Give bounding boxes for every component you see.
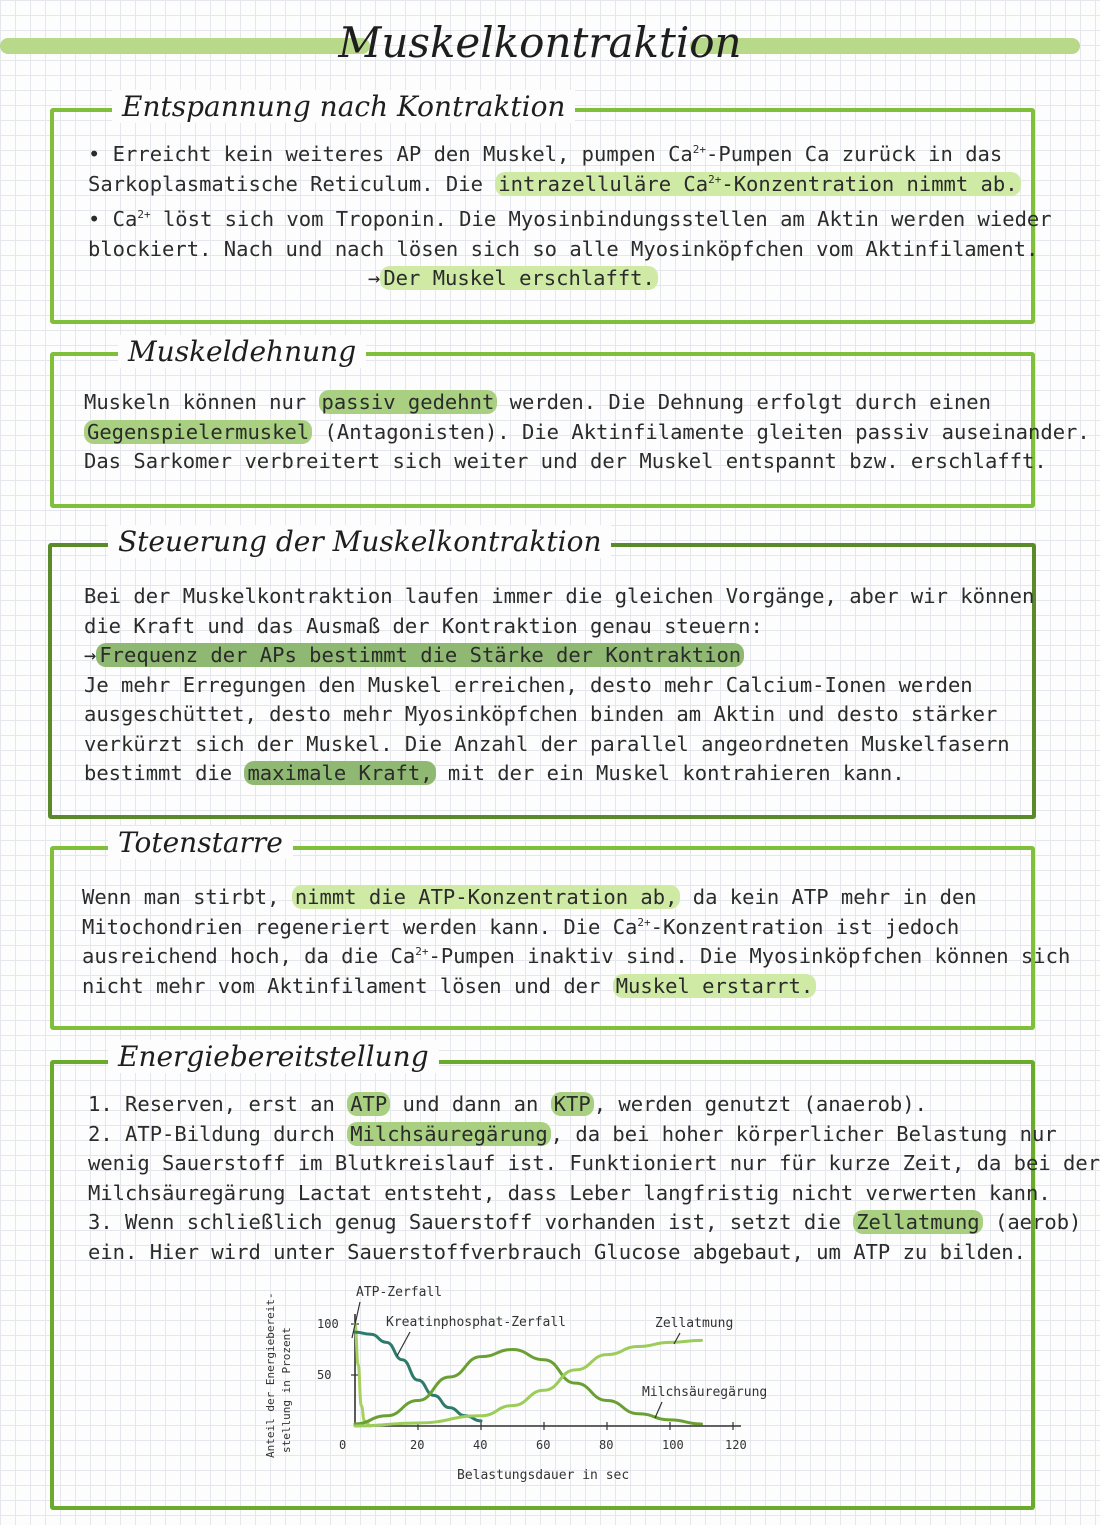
- s3-highlight-1: Frequenz der APs bestimmt die Stärke der Kontraktion: [96, 643, 744, 667]
- x-axis-label: Belastungsdauer in sec: [457, 1468, 630, 1483]
- s1-line3b: löst sich vom Troponin. Die Myosinbindungsstellen am Aktin werden wieder: [162, 207, 1052, 231]
- s5-line1b: und dann an: [390, 1092, 551, 1116]
- s5-line2b: , da bei hoher körperlicher Belastung nur: [550, 1121, 1057, 1146]
- pointer-ms: [655, 1402, 662, 1418]
- s5-highlight-zell: Zellatmung: [853, 1210, 982, 1234]
- x-tick-label: 20: [410, 1438, 425, 1452]
- section-muskeldehnung-heading: Muskeldehnung: [118, 335, 366, 368]
- arrow-icon: →: [84, 643, 97, 667]
- label-atp-zerfall: ATP-Zerfall: [356, 1285, 443, 1300]
- s1-line1: • Erreicht kein weiteres AP den Muskel, pumpen Ca: [88, 142, 693, 166]
- y-axis-label-2: stellung in Prozent: [280, 1327, 293, 1453]
- s3-line1: Bei der Muskelkontraktion laufen immer die gleichen Vorgänge, aber wir können: [84, 584, 1035, 608]
- s5-line4: Milchsäuregärung Lactat entsteht, dass Leber langfristig nicht verwerten kann.: [88, 1180, 1051, 1205]
- s1-line3: • Ca: [88, 207, 138, 231]
- s3-line5: ausgeschüttet, desto mehr Myosinköpfchen binden am Aktin und desto stärker: [84, 702, 998, 726]
- section-energie-heading: Energiebereitstellung: [108, 1040, 439, 1073]
- section-entspannung-heading: Entspannung nach Kontraktion: [112, 90, 575, 123]
- y-axis-label-1: Anteil der Energiebereit-: [264, 1292, 277, 1458]
- s3-line4: Je mehr Erregungen den Muskel erreichen, desto mehr Calcium-Ionen werden: [84, 672, 973, 697]
- label-kreatinphosphat: Kreatinphosphat-Zerfall: [386, 1315, 567, 1330]
- s4-line2: Mitochondrien regeneriert werden kann. Die Ca: [82, 914, 638, 939]
- section-steuerung-heading: Steuerung der Muskelkontraktion: [108, 525, 611, 558]
- s1-highlight-1: intrazelluläre $Ca^{2+}$-Konzentration nimmt ab.: [495, 172, 1020, 196]
- s5-line6: ein. Hier wird unter Sauerstoffverbrauch Glucose abgebaut, um ATP zu bilden.: [88, 1239, 1026, 1264]
- x-tick-label: 40: [473, 1438, 488, 1452]
- s2-highlight-2: Gegenspielermuskel: [84, 420, 312, 444]
- s2-line1: Muskeln können nur: [84, 390, 319, 414]
- label-zellatmung: Zellatmung: [655, 1316, 734, 1331]
- s5-line1: 1. Reserven, erst an: [88, 1092, 348, 1116]
- s4-line4: nicht mehr vom Aktinfilament lösen und der: [82, 973, 613, 998]
- s2-line3: Das Sarkomer verbreitert sich weiter und der Muskel entspannt bzw. erschlafft.: [84, 449, 1047, 473]
- s1-line4: blockiert. Nach und nach lösen sich so alle Myosinköpfchen vom Aktinfilament.: [88, 236, 1039, 261]
- s1-line2: Sarkoplasmatische Reticulum. Die: [88, 171, 496, 196]
- s1-sup1: 2+: [692, 143, 707, 157]
- s5-highlight-ktp: KTP: [551, 1092, 594, 1116]
- s3-line7: bestimmt die: [84, 761, 245, 785]
- s2-line1b: werden. Die Dehnung erfolgt durch einen: [497, 390, 991, 414]
- s3-highlight-2: maximale Kraft,: [244, 761, 435, 785]
- section-totenstarre-heading: Totenstarre: [108, 826, 293, 859]
- section-energie-text: [88, 1090, 1100, 1267]
- s5-line5: 3. Wenn schließlich genug Sauerstoff vorhanden ist, setzt die: [88, 1210, 854, 1234]
- s2-highlight-1: passiv gedehnt: [319, 390, 498, 414]
- y-tick-label: 100: [317, 1317, 339, 1331]
- section-muskeldehnung-text: [84, 388, 1090, 477]
- s5-line2: 2. ATP-Bildung durch: [88, 1121, 348, 1146]
- x-tick-label: 80: [599, 1438, 614, 1452]
- s2-line2: (Antagonisten). Die Aktinfilamente gleiten passiv auseinander.: [312, 419, 1090, 444]
- s4-highlight-1: nimmt die ATP-Konzentration ab,: [292, 885, 681, 909]
- series-line-1: [355, 1332, 481, 1421]
- s1-sup3: 2+: [137, 208, 151, 222]
- s4-line3: ausreichend hoch, da die Ca: [82, 944, 416, 968]
- s4-highlight-2: Muskel erstarrt.: [613, 974, 816, 998]
- energy-chart: [250, 1278, 768, 1488]
- s3-line7b: mit der ein Muskel kontrahieren kann.: [435, 761, 905, 785]
- s1-line1b: -Pumpen Ca zurück in das: [706, 142, 1003, 166]
- s4-line2b: -Konzentration ist jedoch: [650, 914, 960, 939]
- x-tick-label: 100: [662, 1438, 684, 1452]
- section-totenstarre-text: Wenn man stirbt, nimmt die ATP-Konzentration ab, da kein ATP mehr in den Mitochondrien regeneriert werden kann. Die $Ca^{2+}$-Konzentration ist jedoch ausreichend hoch, da die $Ca^{2+}$-Pumpen inaktiv sind. Die Myosinköpfchen können sich nicht mehr vom Aktinfilament lösen und der Muskel erstarrt.: [82, 885, 1071, 998]
- s5-line5b: (aerob): [982, 1210, 1082, 1234]
- s5-highlight-atp: ATP: [347, 1092, 390, 1116]
- s1-highlight-2: Der Muskel erschlafft.: [380, 266, 658, 290]
- x-tick-label: 60: [536, 1438, 551, 1452]
- section-entspannung-text: [88, 140, 1052, 294]
- s3-line2: die Kraft und das Ausmaß der Kontraktion genau steuern:: [84, 613, 763, 638]
- y-tick-label: 50: [317, 1368, 332, 1382]
- s5-highlight-milch: Milchsäuregärung: [347, 1122, 550, 1146]
- x-tick-label: 0: [339, 1438, 347, 1452]
- arrow-icon: →: [368, 266, 381, 290]
- s3-line6: verkürzt sich der Muskel. Die Anzahl der parallel angeordneten Muskelfasern: [84, 731, 1010, 756]
- s4-line1: Wenn man stirbt,: [82, 885, 292, 909]
- s4-line1b: da kein ATP mehr in den: [680, 885, 977, 909]
- pointer-kp: [397, 1332, 410, 1356]
- s4-line3b: -Pumpen inaktiv sind. Die Myosinköpfchen können sich: [428, 944, 1071, 968]
- s5-line3: wenig Sauerstoff im Blutkreislauf ist. Funktioniert nur für kurze Zeit, da bei der: [88, 1151, 1100, 1175]
- page-title: Muskelkontraktion: [338, 18, 742, 67]
- x-tick-label: 120: [725, 1438, 747, 1452]
- section-steuerung-text: [84, 582, 1034, 789]
- s5-line1c: , werden genutzt (anaerob).: [593, 1092, 927, 1116]
- label-milchsaeure: Milchsäuregärung: [642, 1385, 768, 1400]
